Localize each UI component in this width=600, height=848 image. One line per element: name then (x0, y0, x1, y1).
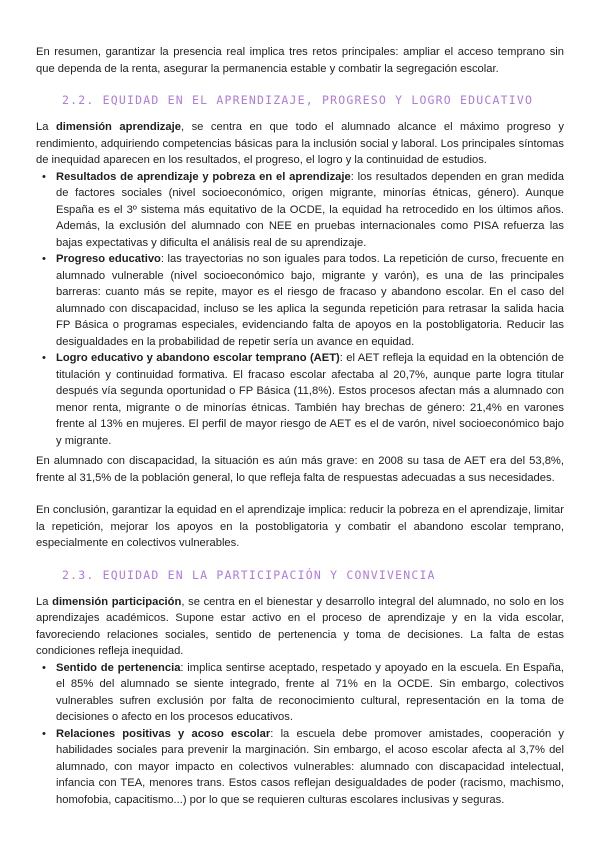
bullet-icon: • (42, 661, 46, 674)
list-item: • Sentido de pertenencia: implica sentirse aceptado, respetado y apoyado en la escuela. En España, el 85% del alumnado se siente integrado, frente al 71% en la OCDE. Sin embargo, colectivos vulnerables sufren exclusión por falta de reconocimiento cultural, representación en la toma de decisiones o afecto en los procesos educativos. (42, 661, 564, 723)
intro-paragraph: En resumen, garantizar la presencia real implica tres retos principales: ampliar el acceso temprano sin que dependa de la renta, asegurar la permanencia estable y combatir la segregación escolar. (36, 46, 564, 75)
list-item: • Logro educativo y abandono escolar temprano (AET): el AET refleja la equidad en la obtención de titulación y continuidad formativa. El fracaso escolar afectaba al 20,7%, aunque parte logra titular después vía segunda oportunidad o FP Básica (11,8%). Estos procesos afectan más a alumnado con menor renta, migrante o de minorías étnicas. También hay brechas de género: 21,4% en varones frente al 13% en mujeres. El perfil de mayor riesgo de AET es el de varón, nivel socioeconómico bajo y migrante. (42, 352, 564, 447)
section-2-2-paragraph-2: En alumnado con discapacidad, la situación es aún más grave: en 2008 su tasa de AET era del 53,8%, frente al 31,5% de la población general, lo que refleja falta de respuestas adecuadas a sus necesidades. (36, 455, 564, 484)
list-item: • Resultados de aprendizaje y pobreza en el aprendizaje: los resultados dependen en gran medida de factores sociales (nivel socioeconómico, origen migrante, minorías étnicas, género). Aunque España es el 3º sistema más equitativo de la OCDE, la equidad ha retrocedido en los últimos años. Además, la exclusión del alumnado con NEE en pruebas internacionales como PISA refuerza las bajas expectativas y dificulta el análisis real de su aprendizaje. (42, 170, 564, 249)
section-2-2-paragraph-1: La dimensión aprendizaje, se centra en que todo el alumnado alcance el máximo progreso y rendimiento, adquiriendo competencias básicas para la inclusión social y laboral. Los principales síntomas de inequidad aparecen en los resultados, el progreso, el logro y la continuidad de estudios. (36, 121, 564, 166)
document-page (36, 44, 564, 808)
bullet-icon: • (42, 170, 46, 183)
section-2-3-bullet-list (36, 660, 564, 809)
list-item: • Relaciones positivas y acoso escolar: la escuela debe promover amistades, cooperación y habilidades sociales para prevenir la marginación. Sin embargo, el acoso escolar afecta al 3,7% del alumnado, con mayor impacto en colectivos vulnerables: alumnado con discapacidad intelectual, infancia con TEA, menores trans. Estos casos reflejan desigualdades de poder (racismo, machismo, homofobia, capacitismo...) por lo que se requieren culturas escolares inclusivas y seguras. (42, 727, 564, 806)
section-2-2-heading: 2.2. EQUIDAD EN EL APRENDIZAJE, PROGRESO Y LOGRO EDUCATIVO (62, 93, 534, 107)
bullet-icon: • (42, 727, 46, 740)
section-2-3-heading: 2.3. EQUIDAD EN LA PARTICIPACIÓN Y CONVIVENCIA (62, 567, 436, 582)
bullet-icon: • (42, 253, 46, 265)
list-item: • Progreso educativo: las trayectorias no son iguales para todos. La repetición de curso, frecuente en alumnado vulnerable (nivel socioeconómico bajo, migrante y varón), es una de las principales barreras: cuanto más se repite, mayor es el riesgo de fracaso y abandono escolar. En el caso del alumnado con discapacidad, incluso se les aplica la segunda repetición para retrasar la salida hacia FP Básica o programas especiales, evidenciando falta de apoyos en la postobligatoria. Reducir las desigualdades en la probabilidad de repetir sería un avance en equidad. (42, 253, 564, 348)
section-2-3-paragraph-1: La dimensión participación, se centra en el bienestar y desarrollo integral del alumnado, no solo en los aprendizajes académicos. Supone estar activo en el proceso de aprendizaje y en la vida escolar, favoreciendo relaciones sociales, sentido de pertenencia y toma de decisiones. La falta de estas condiciones refleja inequidad. (36, 595, 564, 657)
section-2-2-bullet-list (36, 169, 564, 450)
bullet-icon: • (42, 352, 46, 364)
section-2-2-paragraph-3: En conclusión, garantizar la equidad en el aprendizaje implica: reducir la pobreza en el aprendizaje, limitar la repetición, mejorar los apoyos en la postobligatoria y combatir el abandono escolar temprano, especialmente en colectivos vulnerables. (36, 504, 564, 549)
